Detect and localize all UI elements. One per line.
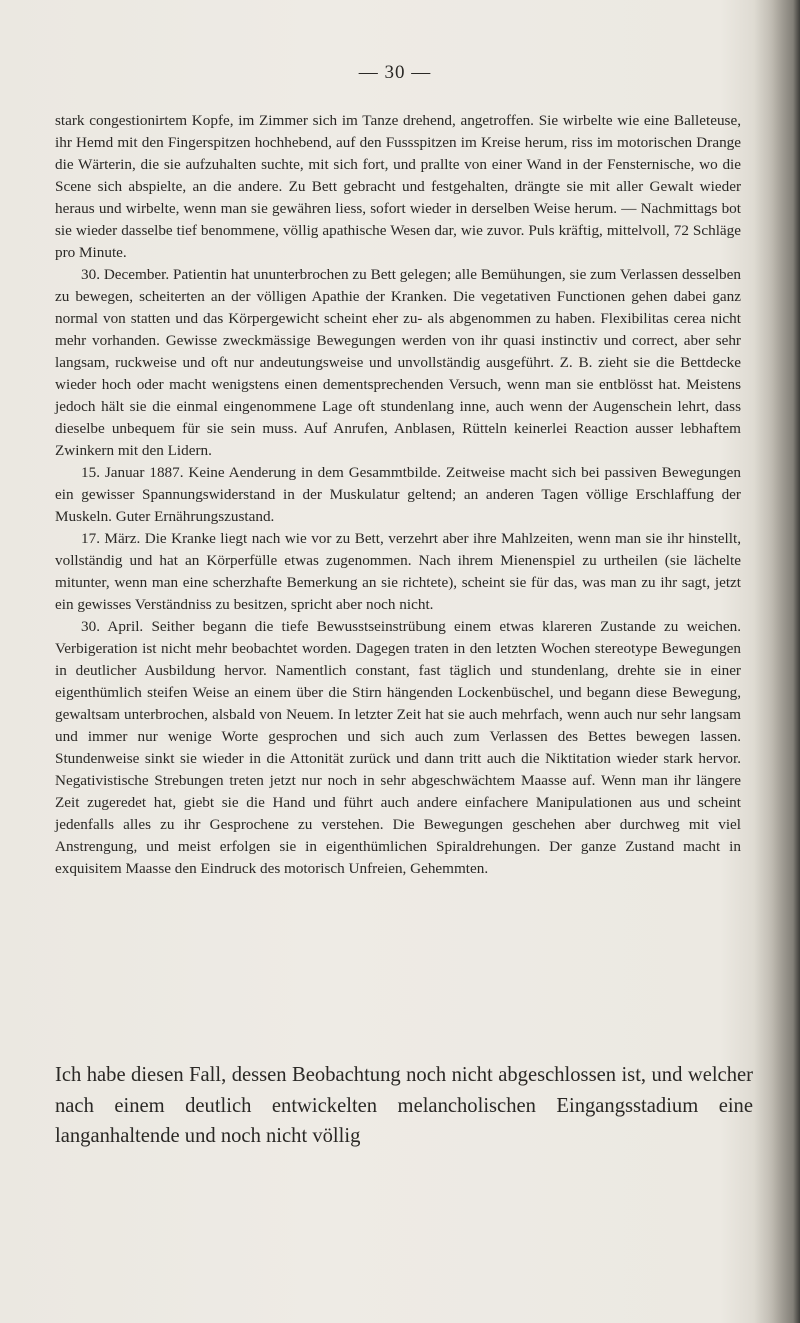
paragraph-continuation: stark congestionirtem Kopfe, im Zimmer sich im Tanze drehend, angetroffen. Sie wirbelte wie eine Balleteuse, ihr Hemd mit den Fingerspitzen hochhebend, auf den Fussspitzen im Kreise herum, riss im motorischen Drange die Wärterin, die sie aufzuhalten suchte, mit sich fort, und prallte von einer Wand in der Fensternische, wo die Scene sich abspielte, an die andere. Zu Bett gebracht und festgehalten, drängte sie mit aller Gewalt wieder heraus und wirbelte, wenn man sie gewähren liess, sofort wieder in derselben Weise herum. — Nachmittags bot sie wieder dasselbe tief benommene, völlig apathische Wesen dar, wie zuvor. Puls kräftig, mittelvoll, 72 Schläge pro Minute. (55, 112, 741, 261)
paragraph-15-januar-1887: 15. Januar 1887. Keine Aenderung in dem Gesammtbilde. Zeitweise macht sich bei passiven Bewegungen ein gewisser Spannungswiderstand in der Muskulatur geltend; an anderen Tagen völlige Erschlaffung der Muskeln. Guter Ernährungszustand. (55, 464, 741, 525)
closing-paragraph: Ich habe diesen Fall, dessen Beobachtung noch nicht abgeschlossen ist, und welcher nach einem deutlich entwickelten melancholischen Eingangsstadium eine langanhaltende und noch nicht völlig (55, 1064, 753, 1147)
page-number: — 30 — (358, 62, 432, 83)
body-text (55, 110, 741, 880)
page-edge-shadow (754, 0, 800, 1323)
paragraph-17-maerz: 17. März. Die Kranke liegt nach wie vor zu Bett, verzehrt aber ihre Mahlzeiten, wenn man sie ihr hinstellt, vollständig und hat an Körperfülle etwas zugenommen. Nach ihrem Mienenspiel zu urtheilen (sie lächelte mitunter, wenn man eine scherzhafte Bemerkung an sie richtete), scheint sie für das, was man zu ihr sagt, jetzt ein gewisses Verständniss zu besitzen, spricht aber noch nicht. (55, 530, 741, 613)
paragraph-30-december: 30. December. Patientin hat ununterbrochen zu Bett gelegen; alle Bemühungen, sie zum Verlassen desselben zu bewegen, scheiterten an der völligen Apathie der Kranken. Die vegetativen Functionen gehen dabei ganz normal von statten und das Körpergewicht scheint eher zu- als abgenommen zu haben. Flexibilitas cerea nicht mehr vorhanden. Gewisse zweckmässige Bewegungen werden von ihr quasi instinctiv und correct, aber sehr langsam, ruckweise und oft nur andeutungsweise und unvollständig ausgeführt. Z. B. zieht sie die Bettdecke wieder hoch oder macht wenigstens einen dementsprechenden Versuch, wenn man sie entblösst hat. Meistens jedoch hält sie die einmal eingenommene Lage oft stundenlang inne, auch wenn der Augenschein lehrt, dass dieselbe unbequem für sie sein muss. Auf Anrufen, Anblasen, Rütteln keinerlei Reaction ausser lebhaftem Zwinkern mit den Lidern. (55, 266, 741, 459)
paragraph-30-april: 30. April. Seither begann die tiefe Bewusstseinstrübung einem etwas klareren Zustande zu weichen. Verbigeration ist nicht mehr beobachtet worden. Dagegen traten in den letzten Wochen stereotype Bewegungen in deutlicher Ausbildung hervor. Namentlich constant, fast täglich und stundenlang, drehte sie in einer eigenthümlich steifen Weise an einem über die Stirn hängenden Lockenbüschel, und begann diese Bewegung, gewaltsam unterbrochen, alsbald von Neuem. In letzter Zeit hat sie auch mehrfach, wenn auch nur sehr langsam und immer nur wenige Worte gesprochen und sich auch zum Verlassen des Bettes bewegen lassen. Stundenweise sinkt sie wieder in die Attonität zurück und dann tritt auch die Niktitation wieder stark hervor. Negativistische Strebungen treten jetzt nur noch in sehr abgeschwächtem Maasse auf. Wenn man ihr längere Zeit zugeredet hat, giebt sie die Hand und führt auch andere einfachere Manipulationen aus und scheint jedenfalls alles zu ihr Gesprochene zu verstehen. Die Bewegungen geschehen aber durchweg mit viel Anstrengung, und meist erfolgen sie in eigenthümlichen Spiraldrehungen. Der ganze Zustand macht in exquisitem Maasse den Eindruck des motorisch Unfreien, Gehemmten. (55, 618, 741, 877)
